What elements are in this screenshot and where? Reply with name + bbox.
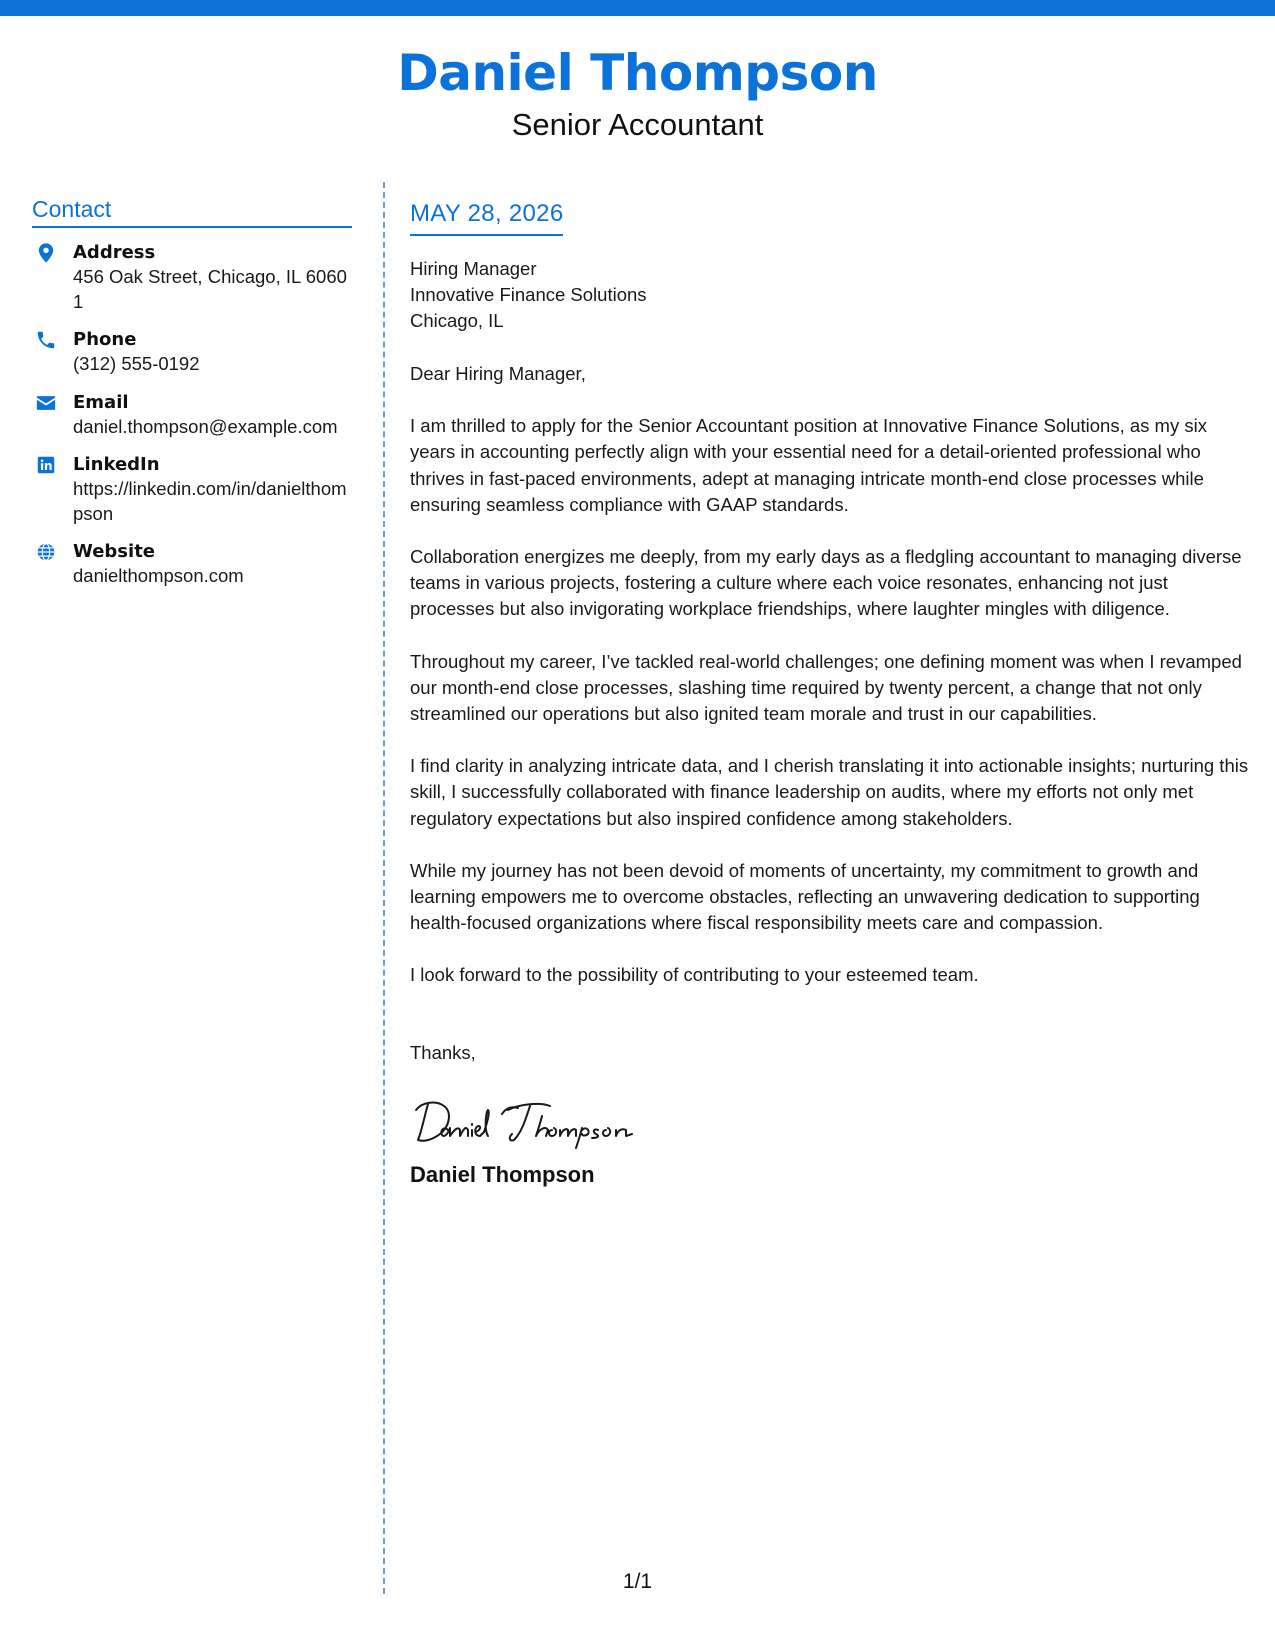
signed-name: Daniel Thompson xyxy=(410,1161,595,1187)
body-paragraph: I look forward to the possibility of contributing to your esteemed team. xyxy=(410,964,979,986)
column-divider xyxy=(383,182,385,1594)
contact-label: Phone xyxy=(73,329,137,350)
handwritten-signature xyxy=(410,1090,1255,1150)
contact-value: 456 Oak Street, Chicago, IL 60601 xyxy=(73,266,347,312)
applicant-title: Senior Accountant xyxy=(511,107,764,142)
location-pin-icon xyxy=(35,242,57,264)
contact-label: Address xyxy=(73,242,156,263)
contact-label: Website xyxy=(73,541,156,562)
contact-value[interactable]: https://linkedin.com/in/danielthompson xyxy=(73,478,347,524)
body-paragraph: I am thrilled to apply for the Senior Accountant position at Innovative Finance Solutions, as my six years in accounting perfectly align with your essential need for a detail-oriented professional who thrives in fast-paced environments, adept at managing intricate month-end close processes while ensuring seamless compliance with GAAP standards. xyxy=(410,415,1207,515)
recipient-line: Hiring Manager xyxy=(410,258,537,279)
contact-value[interactable]: danielthompson.com xyxy=(73,565,244,586)
contact-sidebar xyxy=(32,194,352,602)
contact-item-phone xyxy=(32,327,352,377)
body-paragraph: Throughout my career, I’ve tackled real-world challenges; one defining moment was when I revamped our month-end close processes, slashing time required by twenty percent, a change that not only streamlined our operations but also ignited team morale and trust in our capabilities. xyxy=(410,650,1242,725)
applicant-name: Daniel Thompson xyxy=(397,44,878,102)
recipient-line: Chicago, IL xyxy=(410,310,504,331)
page-number: 1/1 xyxy=(622,1570,653,1593)
letter-body xyxy=(410,198,1255,1190)
envelope-icon xyxy=(35,392,57,414)
contact-heading: Contact xyxy=(32,194,352,228)
recipient-line: Innovative Finance Solutions xyxy=(410,284,647,305)
contact-label: LinkedIn xyxy=(73,454,160,475)
closing: Thanks, xyxy=(410,1041,476,1063)
body-paragraph: I find clarity in analyzing intricate data, and I cherish translating it into actionable insights; nurturing this skill, I successfully collaborated with finance leadership on audits, where my efforts not only met regulatory expectations but also inspired confidence among stakeholders. xyxy=(410,755,1249,829)
top-accent-bar xyxy=(0,0,1275,16)
contact-label: Email xyxy=(73,391,129,413)
phone-icon xyxy=(35,329,57,351)
body-paragraph: Collaboration energizes me deeply, from my early days as a fledgling accountant to managing diverse teams in various projects, fostering a culture where each voice resonates, enhancing not just processes but also invigorating workplace friendships, where laughter mingles with diligence. xyxy=(410,546,1242,620)
contact-item-website xyxy=(32,539,352,589)
page-header xyxy=(0,40,1275,144)
linkedin-icon xyxy=(35,454,57,476)
contact-item-address xyxy=(32,240,352,314)
globe-icon xyxy=(35,541,57,563)
recipient-block xyxy=(410,256,1255,334)
contact-value: (312) 555-0192 xyxy=(73,353,200,374)
salutation: Dear Hiring Manager, xyxy=(410,363,586,384)
contact-item-email xyxy=(32,390,352,440)
letter-date: MAY 28, 2026 xyxy=(410,198,563,236)
body-paragraph: While my journey has not been devoid of moments of uncertainty, my commitment to growth and learning empowers me to overcome obstacles, reflecting an unwavering dedication to supporting health-focused organizations where fiscal responsibility meets care and compassion. xyxy=(410,859,1200,934)
contact-value: daniel.thompson@example.com xyxy=(73,415,338,437)
contact-item-linkedin xyxy=(32,452,352,526)
